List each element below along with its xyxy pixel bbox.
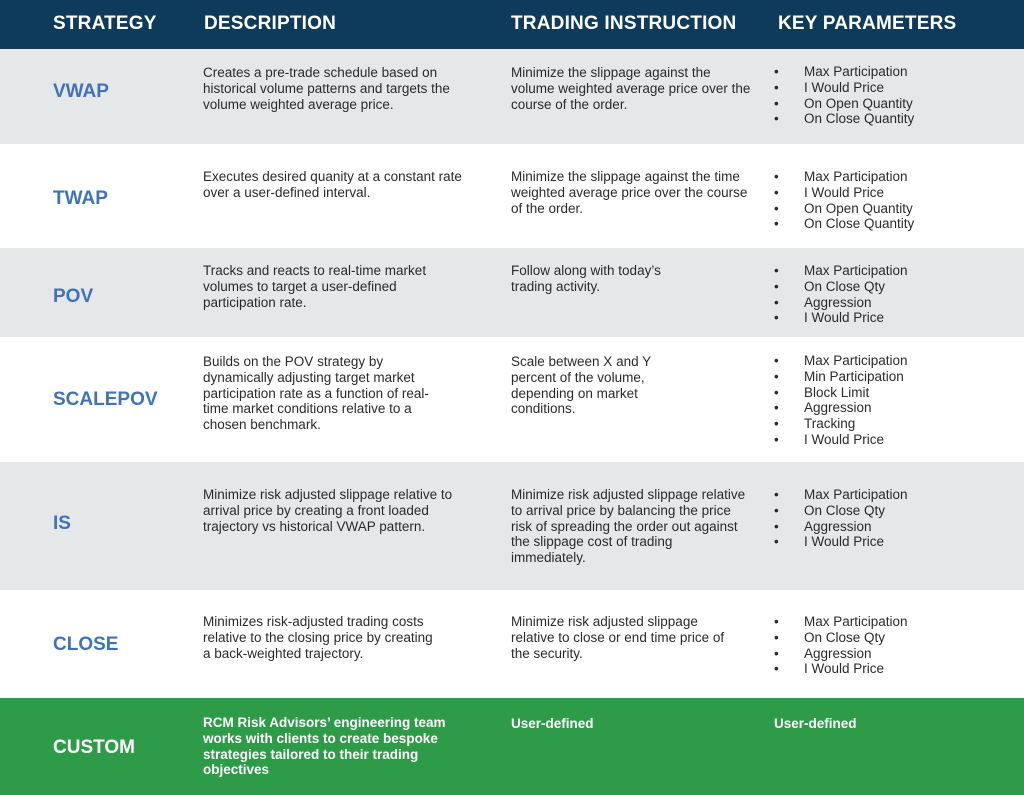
- key-parameters: [771, 487, 1011, 550]
- table-row-twap: [0, 144, 1024, 248]
- strategy-description: Builds on the POV strategy by dynamically adjusting target market participation rate as a function of real-time market conditions relative to a chosen benchmark.: [203, 354, 429, 433]
- key-parameters: [771, 64, 1011, 127]
- strategy-name: POV: [53, 286, 94, 307]
- table-row-pov: [0, 248, 1024, 337]
- parameter-item: • Max Participation: [771, 487, 1011, 503]
- strategy-description: Minimizes risk-adjusted trading costs relative to the closing price by creating a back-weighted trajectory.: [203, 614, 433, 661]
- parameter-item: User-defined: [774, 716, 857, 731]
- trading-instruction: Minimize the slippage against the volume weighted average price over the course of the order.: [511, 65, 751, 112]
- parameter-item: • I Would Price: [771, 534, 1011, 550]
- strategy-name: TWAP: [53, 188, 108, 209]
- key-parameters: [771, 353, 1011, 448]
- strategy-name: SCALEPOV: [53, 389, 158, 410]
- key-parameters: [771, 169, 1011, 232]
- parameter-item: • Aggression: [771, 646, 1011, 662]
- header-description: DESCRIPTION: [204, 13, 337, 34]
- strategy-description: Minimize risk adjusted slippage relative to arrival price by creating a front loaded trajectory vs historical VWAP pattern.: [203, 487, 453, 534]
- trading-instruction: Minimize risk adjusted slippage relative to arrival price by balancing the price risk of spreading the order out against the slippage cost of trading immediately.: [511, 487, 746, 566]
- parameter-item: • Max Participation: [771, 353, 1011, 369]
- strategy-description: Executes desired quanity at a constant rate over a user-defined interval.: [203, 169, 462, 200]
- parameter-item: • Aggression: [771, 519, 1011, 535]
- strategy-description: Tracks and reacts to real-time market volumes to target a user-defined participation rate.: [203, 263, 427, 310]
- strategy-name: VWAP: [53, 81, 109, 102]
- trading-instruction: Scale between X and Y percent of the volume, depending on market conditions.: [511, 354, 651, 417]
- parameter-item: • On Open Quantity: [771, 96, 1011, 112]
- table-row-scalepov: [0, 337, 1024, 462]
- header-strategy: STRATEGY: [53, 13, 157, 34]
- trading-instruction: Minimize the slippage against the time weighted average price over the course of the order.: [511, 169, 748, 216]
- strategy-name: CUSTOM: [53, 737, 135, 758]
- parameter-item: • On Close Quantity: [771, 111, 1011, 127]
- parameter-item: • Aggression: [771, 400, 1011, 416]
- parameter-item: • On Close Qty: [771, 279, 1011, 295]
- parameter-item: • Max Participation: [771, 169, 1011, 185]
- parameter-item: • I Would Price: [771, 185, 1011, 201]
- trading-instruction: User-defined: [511, 716, 594, 731]
- parameter-item: • Tracking: [771, 416, 1011, 432]
- trading-instruction: Minimize risk adjusted slippage relative to close or end time price of the security.: [511, 614, 725, 661]
- table-header: [0, 0, 1024, 49]
- parameter-item: • Block Limit: [771, 385, 1011, 401]
- table-row-is: [0, 462, 1024, 590]
- parameter-item: • On Close Qty: [771, 630, 1011, 646]
- table-row-custom: [0, 698, 1024, 795]
- header-key-parameters: KEY PARAMETERS: [778, 13, 957, 34]
- parameter-item: • I Would Price: [771, 432, 1011, 448]
- trading-instruction: Follow along with today’s trading activity.: [511, 263, 661, 294]
- parameter-item: • Max Participation: [771, 263, 1011, 279]
- header-trading-instruction: TRADING INSTRUCTION: [511, 13, 737, 34]
- key-parameters: [771, 614, 1011, 677]
- table-row-vwap: [0, 49, 1024, 144]
- parameter-item: • I Would Price: [771, 310, 1011, 326]
- parameter-item: • I Would Price: [771, 80, 1011, 96]
- strategy-name: CLOSE: [53, 634, 119, 655]
- parameter-item: • On Open Quantity: [771, 201, 1011, 217]
- parameter-item: • Aggression: [771, 295, 1011, 311]
- strategy-description: RCM Risk Advisors’ engineering team works with clients to create bespoke strategies tailored to their trading objectives: [203, 715, 446, 778]
- table-row-close: [0, 590, 1024, 698]
- parameter-item: • Max Participation: [771, 64, 1011, 80]
- key-parameters: [771, 263, 1011, 326]
- parameter-item: • Min Participation: [771, 369, 1011, 385]
- parameter-item: • I Would Price: [771, 661, 1011, 677]
- parameter-item: • On Close Quantity: [771, 216, 1011, 232]
- strategy-description: Creates a pre-trade schedule based on historical volume patterns and targets the volume weighted average price.: [203, 65, 450, 112]
- strategy-name: IS: [53, 513, 71, 534]
- key-parameters: [771, 716, 1011, 732]
- parameter-item: • Max Participation: [771, 614, 1011, 630]
- parameter-item: • On Close Qty: [771, 503, 1011, 519]
